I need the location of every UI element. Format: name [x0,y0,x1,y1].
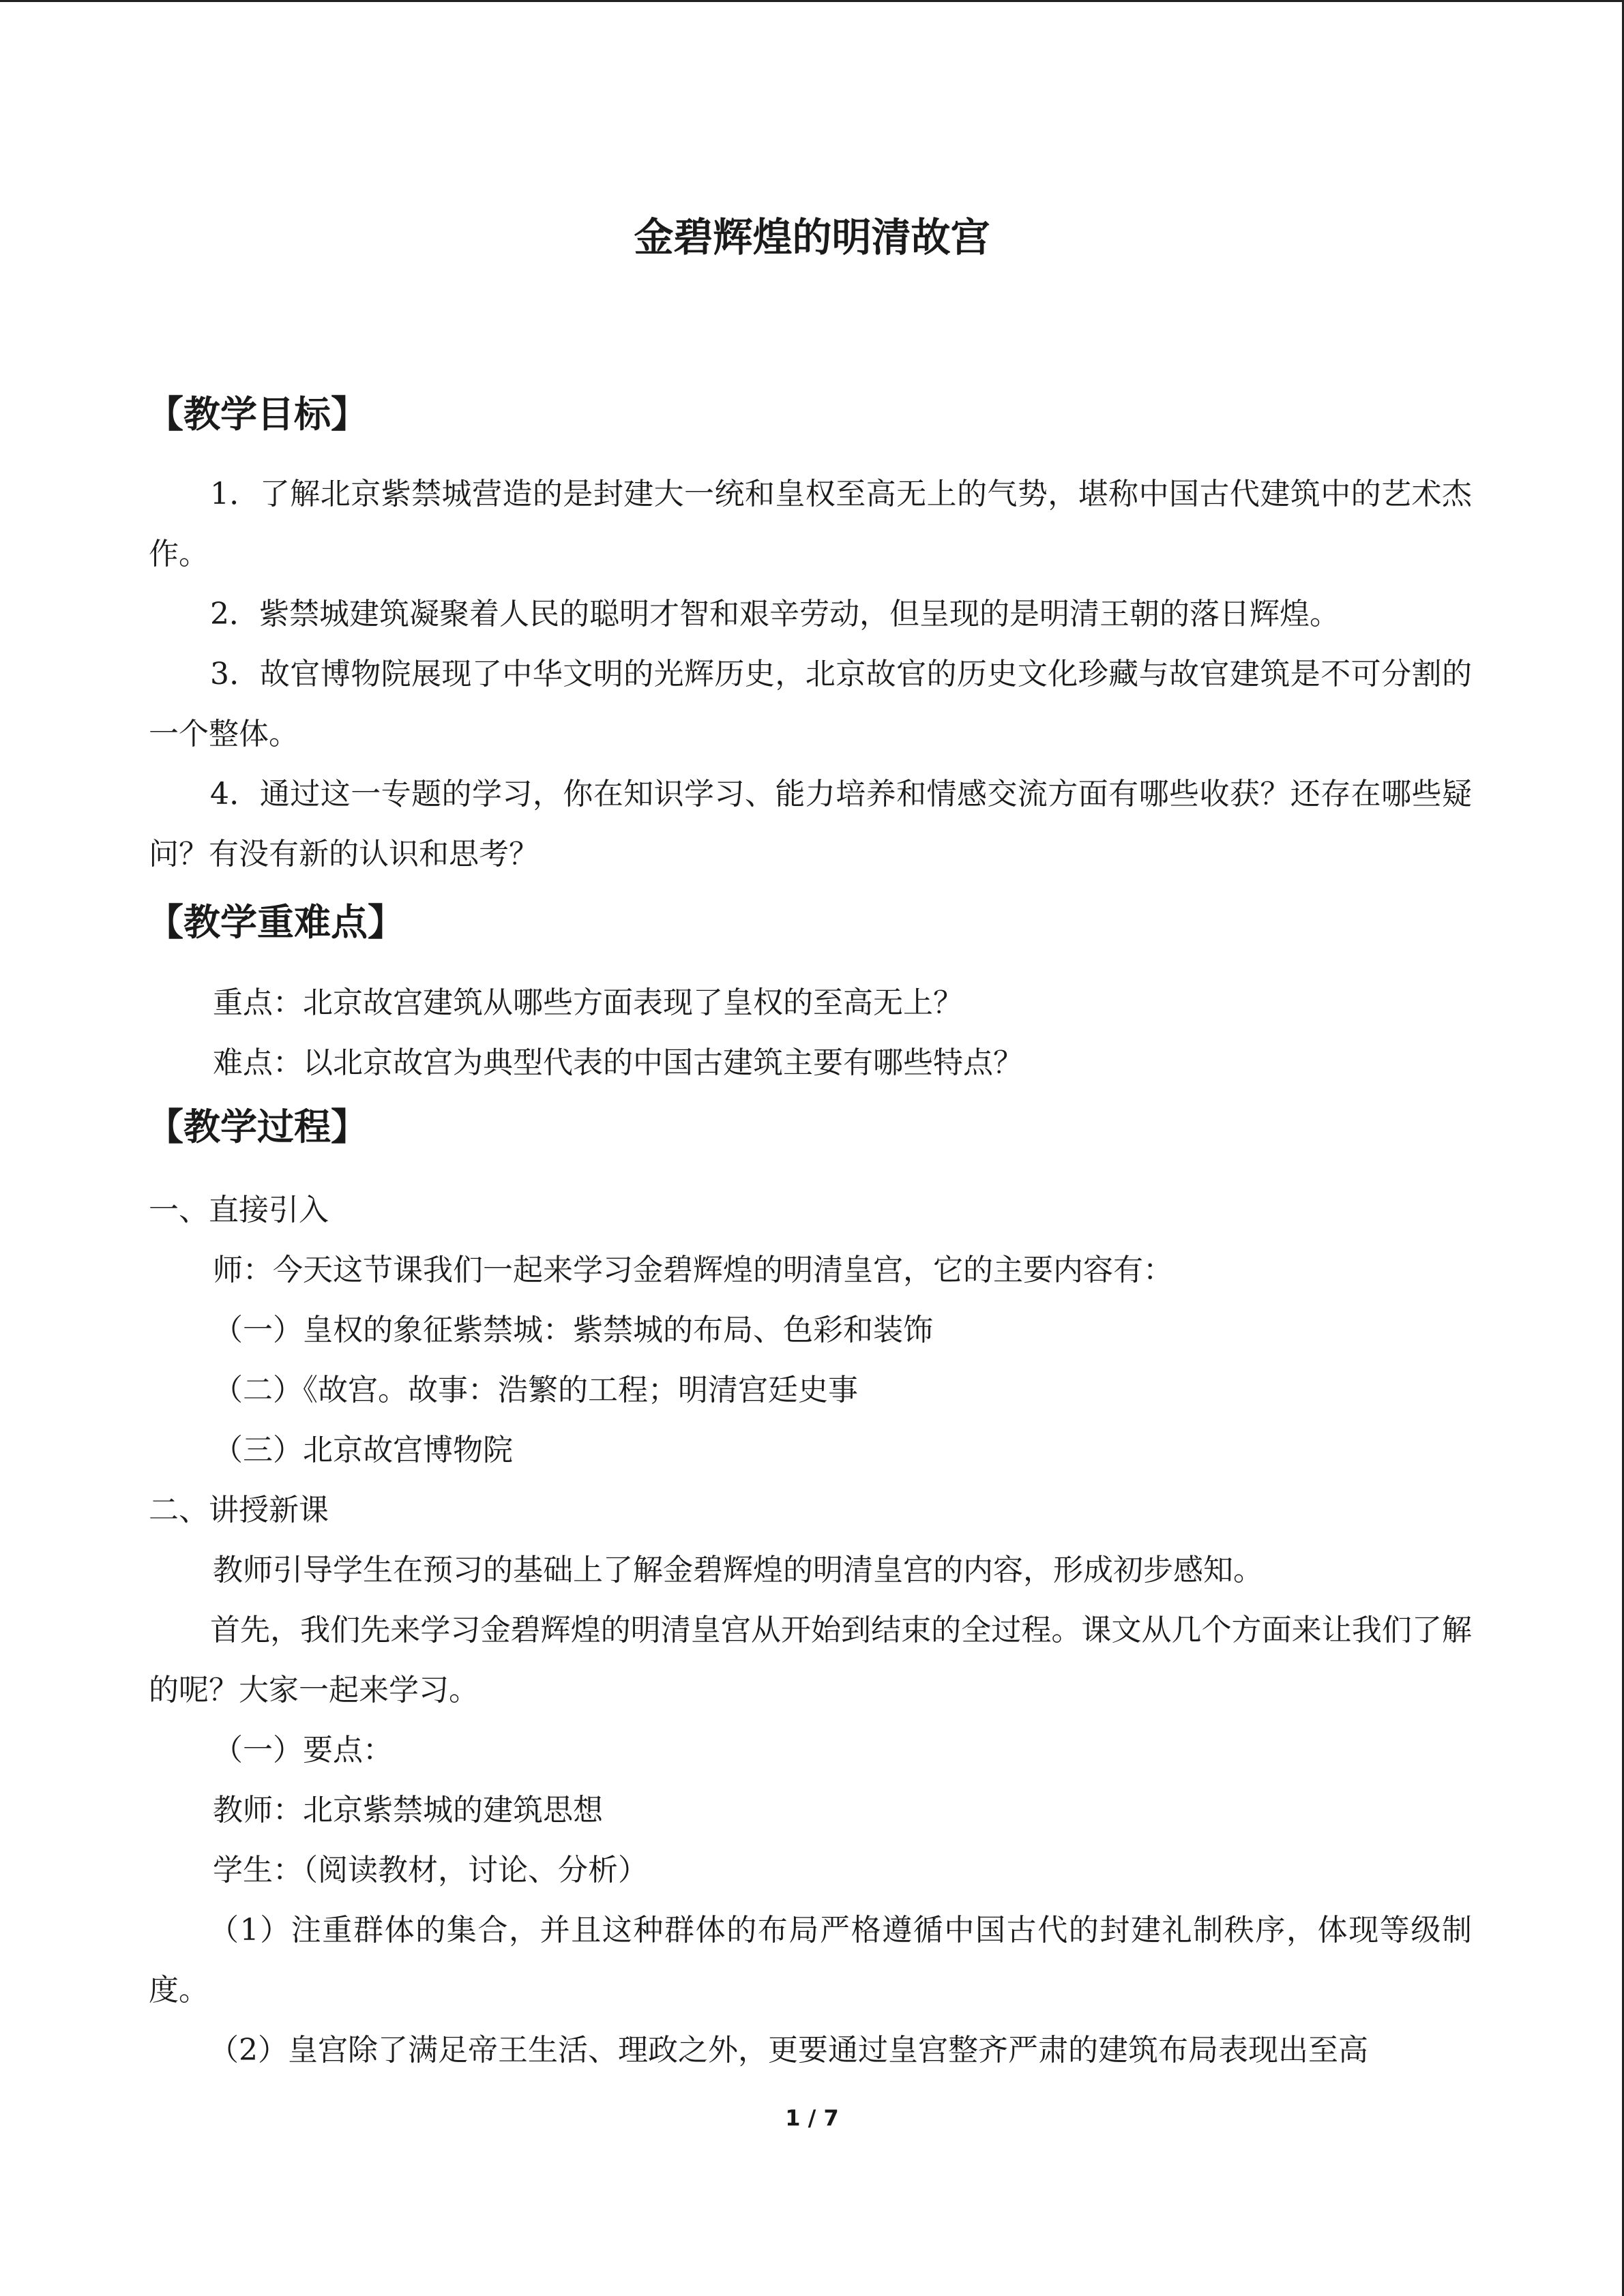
part2-student: 学生：（阅读教材，讨论、分析） [213,1853,648,1888]
heading-keypoints: 【教学重难点】 [147,901,404,944]
part2-teacher: 教师：北京紫禁城的建筑思想 [213,1793,603,1828]
part2-paragraph-1: 教师引导学生在预习的基础上了解金碧辉煌的明清皇宫的内容，形成初步感知。 [213,1553,1263,1587]
part1-item-1: （一）皇权的象征紫禁城：紫禁城的布局、色彩和装饰 [213,1313,933,1347]
objective-item-4: 4．通过这一专题的学习，你在知识学习、能力培养和情感交流方面有哪些收获？还存在哪些疑问？有没有新的认识和思考？ [149,777,1472,871]
page-number: 1 / 7 [785,2105,839,2131]
difficulty-point: 难点：以北京故宫为典型代表的中国古建筑主要有哪些特点？ [213,1045,1023,1080]
part2-title: 二、讲授新课 [149,1493,329,1527]
focus-point: 重点：北京故宫建筑从哪些方面表现了皇权的至高无上？ [213,985,963,1020]
objective-item-2: 2．紫禁城建筑凝聚着人民的聪明才智和艰辛劳动，但呈现的是明清王朝的落日辉煌。 [210,597,1340,631]
part2-point: （一）要点： [213,1733,393,1768]
objective-item-1: 1．了解北京紫禁城营造的是封建大一统和皇权至高无上的气势，堪称中国古代建筑中的艺术杰作。 [149,477,1472,571]
part2-paragraph-2: 首先，我们先来学习金碧辉煌的明清皇宫从开始到结束的全过程。课文从几个方面来让我们了解的呢？大家一起来学习。 [149,1613,1472,1708]
part1-item-2: （二）《故宫。故事：浩繁的工程；明清宫廷史事 [213,1373,858,1407]
part1-item-3: （三）北京故宫博物院 [213,1433,513,1467]
part1-teacher: 师：今天这节课我们一起来学习金碧辉煌的明清皇宫，它的主要内容有： [213,1253,1173,1287]
page-title: 金碧辉煌的明清故宫 [634,214,990,260]
objective-item-3: 3．故官博物院展现了中华文明的光辉历史，北京故官的历史文化珍藏与故官建筑是不可分割的一个整体。 [149,657,1472,751]
part1-title: 一、直接引入 [149,1193,329,1227]
part2-note-2: （2）皇宫除了满足帝王生活、理政之外，更要通过皇宫整齐严肃的建筑布局表现出至高 [209,2033,1368,2068]
heading-process: 【教学过程】 [147,1105,368,1148]
part2-note-1: （1）注重群体的集合，并且这种群体的布局严格遵循中国古代的封建礼制秩序，体现等级制度。 [149,1913,1472,2008]
heading-objectives: 【教学目标】 [147,393,368,436]
